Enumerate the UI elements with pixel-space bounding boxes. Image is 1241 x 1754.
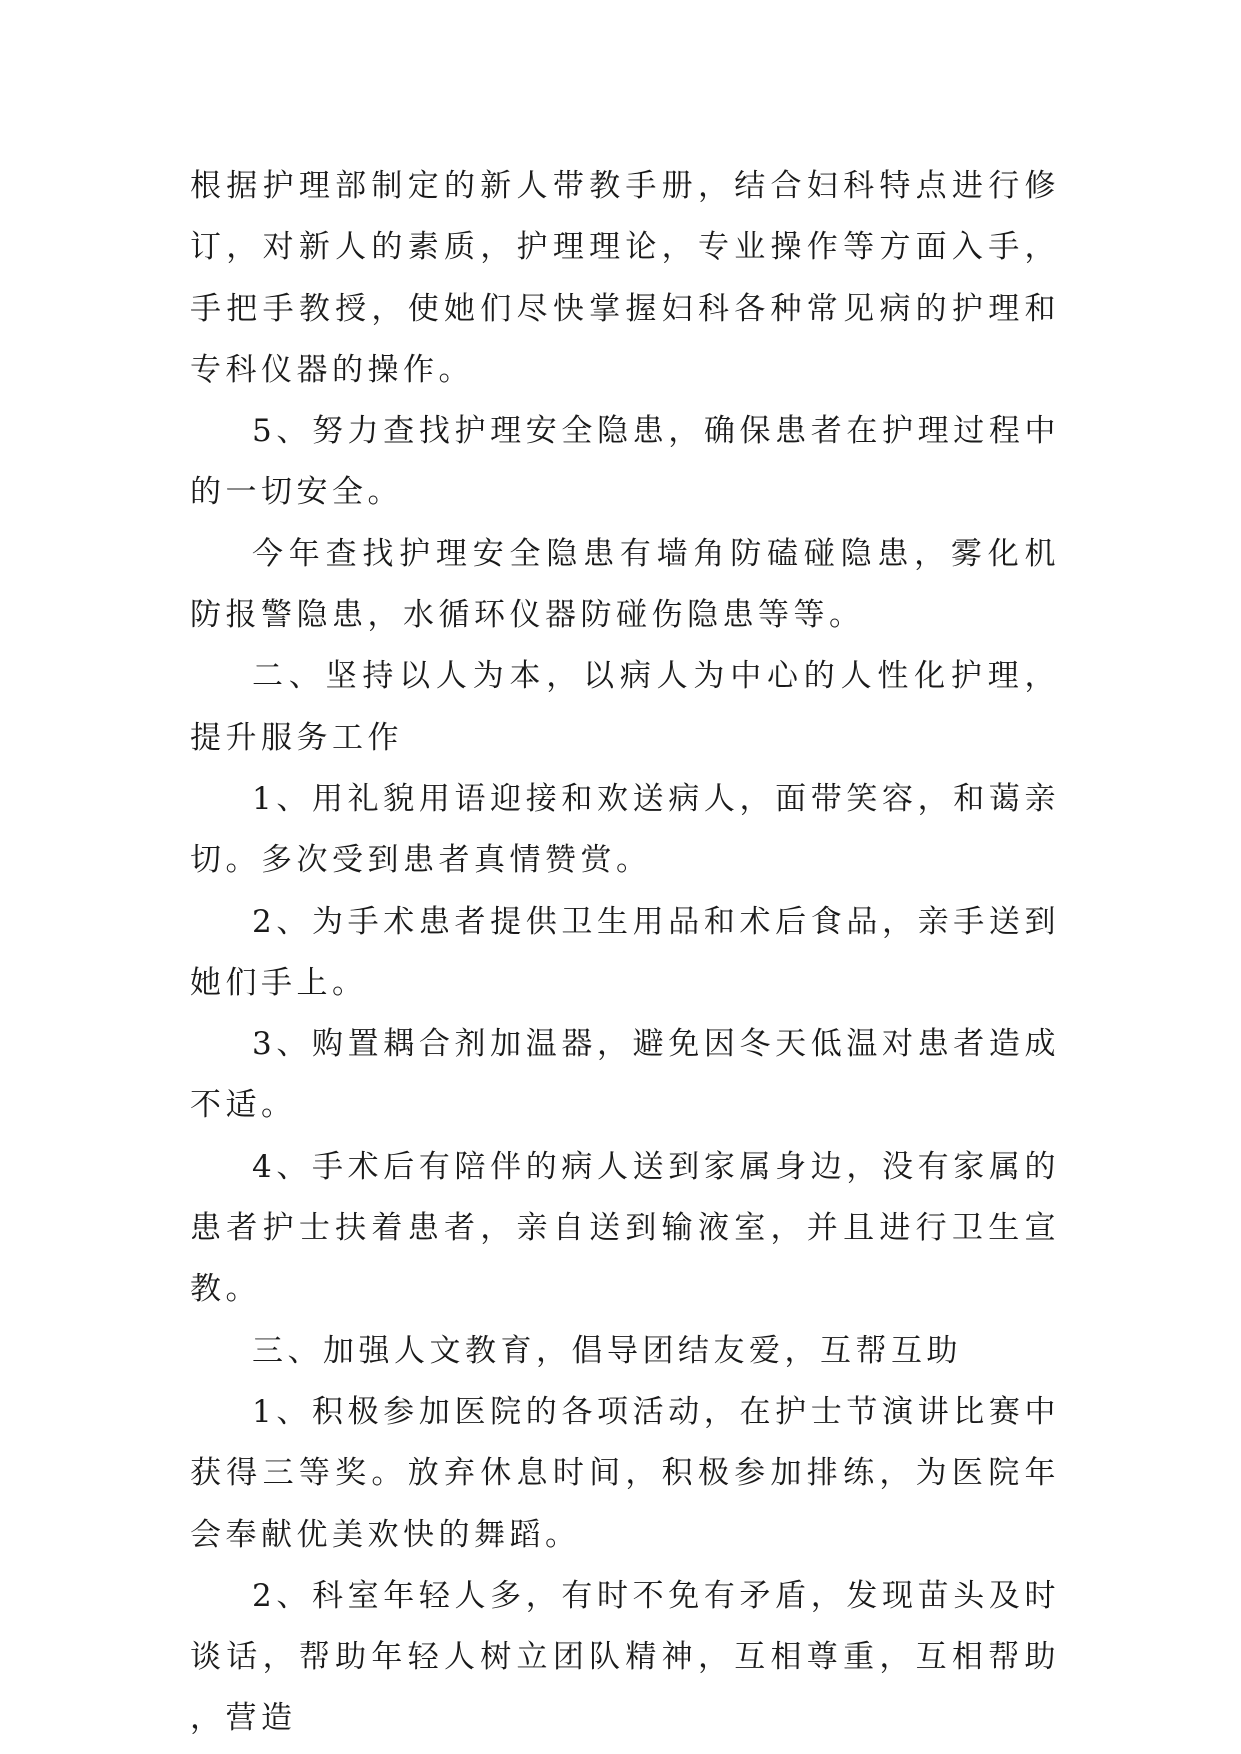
paragraph-11: 2、科室年轻人多，有时不免有矛盾，发现苗头及时谈话，帮助年轻人树立团队精神，互相尊重，互相帮助，营造 <box>190 1577 1060 1737</box>
paragraph-3: 今年查找护理安全隐患有墙角防磕碰隐患，雾化机防报警隐患，水循环仪器防碰伤隐患等等。 <box>190 535 1060 634</box>
paragraph-5: 1、用礼貌用语迎接和欢送病人，面带笑容，和蔼亲切。多次受到患者真情赞赏。 <box>190 780 1060 879</box>
paragraph-1: 根据护理部制定的新人带教手册，结合妇科特点进行修订，对新人的素质，护理理论，专业操作等方面入手，手把手教授，使她们尽快掌握妇科各种常见病的护理和专科仪器的操作。 <box>190 168 1060 388</box>
paragraph-7: 3、购置耦合剂加温器，避免因冬天低温对患者造成不适。 <box>190 1026 1060 1124</box>
paragraph-6: 2、为手术患者提供卫生用品和术后食品，亲手送到她们手上。 <box>190 903 1060 1001</box>
paragraph-8: 4、手术后有陪伴的病人送到家属身边，没有家属的患者护士扶着患者，亲自送到输液室，并且进行卫生宣教。 <box>190 1148 1060 1308</box>
paragraph-2: 5、努力查找护理安全隐患，确保患者在护理过程中的一切安全。 <box>190 413 1060 511</box>
document-body <box>190 156 1060 1750</box>
paragraph-10: 1、积极参加医院的各项活动，在护士节演讲比赛中获得三等奖。放弃休息时间，积极参加排练，为医院年会奉献优美欢快的舞蹈。 <box>190 1393 1060 1553</box>
section-heading-3: 三、加强人文教育，倡导团结友爱，互帮互助 <box>252 1332 962 1369</box>
section-heading-2: 二、坚持以人为本，以病人为中心的人性化护理，提升服务工作 <box>190 658 1060 756</box>
